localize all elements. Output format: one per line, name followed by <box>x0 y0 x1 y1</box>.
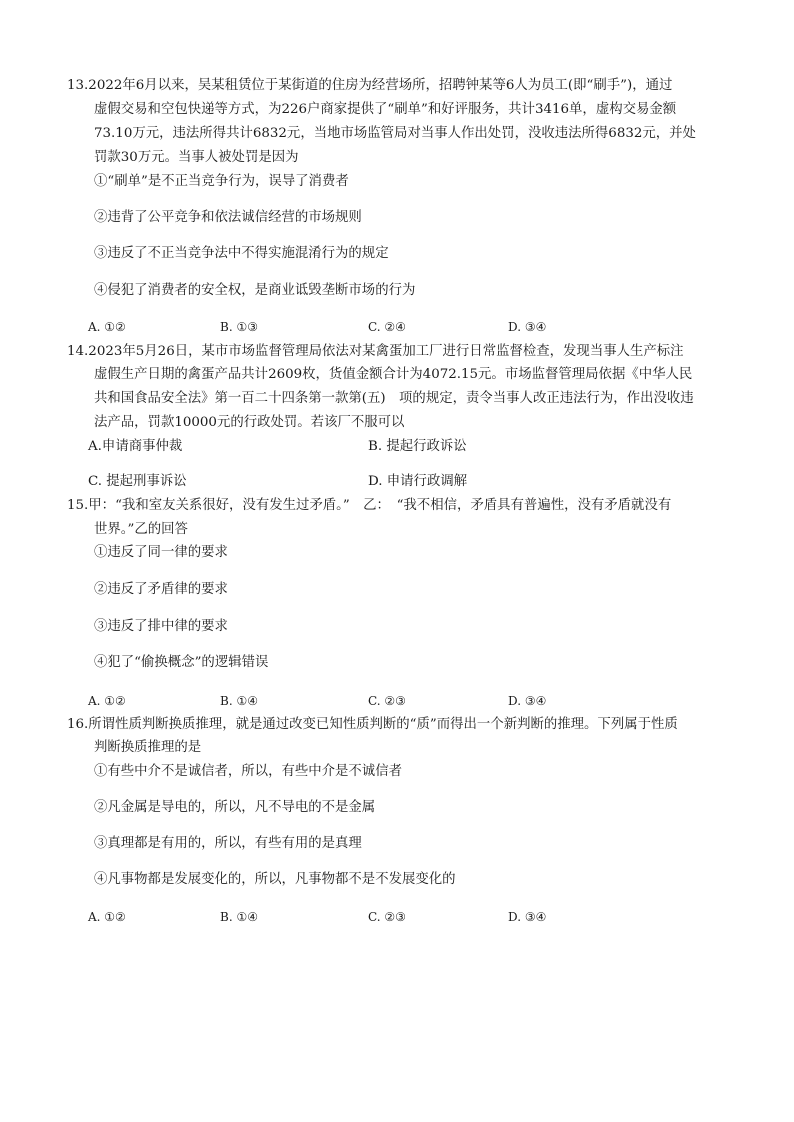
question-13-line-4: 罚款30万元。当事人被处罚是因为 <box>94 150 299 165</box>
question-15-line-2: 世界。”乙的回答 <box>94 522 188 537</box>
question-13-choice-b[interactable]: B. ①③ <box>220 320 258 334</box>
question-15-choice-a[interactable]: A. ①② <box>88 694 126 708</box>
question-16-choice-d[interactable]: D. ③④ <box>508 910 547 924</box>
question-15-line-1: 15.甲：“我和室友关系很好，没有发生过矛盾。” 乙： “我不相信，矛盾具有普遍性，没有矛盾就没有 <box>67 498 672 513</box>
question-16-line-1: 16.所谓性质判断换质推理，就是通过改变已知性质判断的“质”而得出一个新判断的推理。下列属于性质 <box>67 717 678 732</box>
question-14-line-1: 14.2023年5月26日，某市市场监督管理局依法对某禽蛋加工厂进行日常监督检查，发现当事人生产标注 <box>67 344 684 359</box>
question-16-choice-b[interactable]: B. ①④ <box>220 910 258 924</box>
question-14-choice-a[interactable]: A.申请商事仲裁 <box>88 439 183 454</box>
question-14-choice-d[interactable]: D. 申请行政调解 <box>368 474 468 489</box>
question-13-statement-1: ①“刷单”是不正当竞争行为，误导了消费者 <box>94 174 349 189</box>
question-15-choice-c[interactable]: C. ②③ <box>368 694 406 708</box>
question-14-choice-b[interactable]: B. 提起行政诉讼 <box>368 439 467 454</box>
question-16-statement-3: ③真理都是有用的，所以，有些有用的是真理 <box>94 836 362 851</box>
question-16-choice-c[interactable]: C. ②③ <box>368 910 406 924</box>
question-16-statement-1: ①有些中介不是诚信者，所以，有些中介是不诚信者 <box>94 764 402 779</box>
question-16-line-2: 判断换质推理的是 <box>94 740 202 755</box>
question-13-statement-2: ②违背了公平竞争和依法诚信经营的市场规则 <box>94 210 362 225</box>
question-15-choice-b[interactable]: B. ①④ <box>220 694 258 708</box>
question-14-choice-c[interactable]: C. 提起刑事诉讼 <box>88 474 187 489</box>
question-15-statement-3: ③违反了排中律的要求 <box>94 619 228 634</box>
question-13-statement-4: ④侵犯了消费者的安全权，是商业诋毁垄断市场的行为 <box>94 283 416 298</box>
question-15-statement-2: ②违反了矛盾律的要求 <box>94 582 228 597</box>
question-13-statement-3: ③违反了不正当竞争法中不得实施混淆行为的规定 <box>94 246 389 261</box>
question-15-statement-1: ①违反了同一律的要求 <box>94 545 228 560</box>
question-13-line-2: 虚假交易和空包快递等方式，为226户商家提供了“刷单”和好评服务，共计3416单，虚构交易金额 <box>94 102 677 117</box>
question-14-line-4: 法产品，罚款10000元的行政处罚。若该厂不服可以 <box>94 415 405 430</box>
question-14-line-2: 虚假生产日期的禽蛋产品共计2609枚，货值金额合计为4072.15元。市场监督管理局依据《中华人民 <box>94 367 693 382</box>
question-16-statement-2: ②凡金属是导电的，所以，凡不导电的不是金属 <box>94 800 376 815</box>
question-16-statement-4: ④凡事物都是发展变化的，所以，凡事物都不是不发展变化的 <box>94 872 456 887</box>
question-13-line-1: 13.2022年6月以来，吴某租赁位于某街道的住房为经营场所，招聘钟某等6人为员工(即“刷手”)，通过 <box>67 78 673 93</box>
question-16-choice-a[interactable]: A. ①② <box>88 910 126 924</box>
question-13-line-3: 73.10万元，违法所得共计6832元，当地市场监管局对当事人作出处罚，没收违法所得6832元，并处 <box>94 126 696 141</box>
question-15-statement-4: ④犯了“偷换概念”的逻辑错误 <box>94 655 269 670</box>
question-13-choice-a[interactable]: A. ①② <box>88 320 126 334</box>
question-13-choice-c[interactable]: C. ②④ <box>368 320 406 334</box>
question-13-choice-d[interactable]: D. ③④ <box>508 320 547 334</box>
question-14-line-3: 共和国食品安全法》第一百二十四条第一款第(五) 项的规定，责令当事人改正违法行为，作出没收违 <box>94 391 694 406</box>
question-15-choice-d[interactable]: D. ③④ <box>508 694 547 708</box>
